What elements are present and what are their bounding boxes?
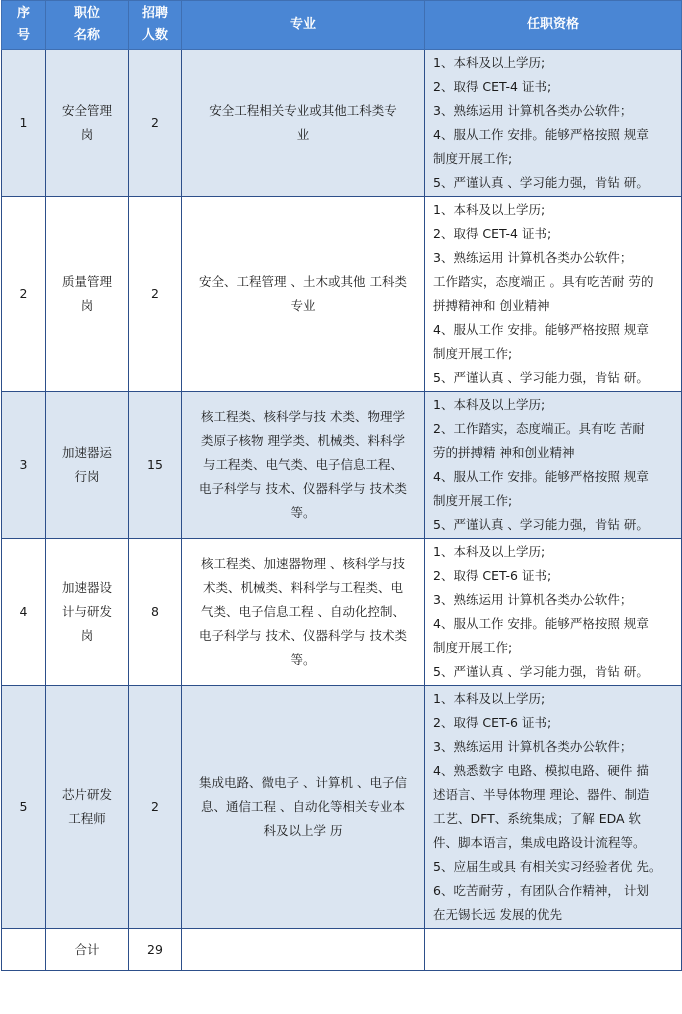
row-seq: 4	[2, 539, 46, 686]
header-row	[2, 1, 682, 50]
recruitment-table	[1, 0, 682, 971]
total-row	[2, 929, 682, 971]
header-requirements: 任职资格	[425, 1, 682, 50]
row-major: 安全工程相关专业或其他工科类专 业	[182, 50, 425, 197]
row-major: 核工程类、核科学与技 术类、物理学 类原子核物 理学类、机械类、料科学 与工程类、电气类、电子信息工程、 电子科学与 技术、仪器科学与 技术类 等。	[182, 392, 425, 539]
row-position: 芯片研发 工程师	[46, 686, 129, 929]
row-requirements: 1、本科及以上学历; 2、工作踏实，态度端正。具有吃 苦耐 劳的拼搏精 神和创业精神 4、服从工作 安排。能够严格按照 规章 制度开展工作; 5、严谨认真 、学习能力强，肯钻 研。	[425, 392, 682, 539]
row-major: 核工程类、加速器物理 、核科学与技 术类、机械类、料科学与工程类、电 气类、电子信息工程 、自动化控制、 电子科学与 技术、仪器科学与 技术类 等。	[182, 539, 425, 686]
total-seq-empty	[2, 929, 46, 971]
row-major: 集成电路、微电子 、计算机 、电子信 息、通信工程 、自动化等相关专业本 科及以上学 历	[182, 686, 425, 929]
header-position: 职位 名称	[46, 1, 129, 50]
row-seq: 1	[2, 50, 46, 197]
row-requirements: 1、本科及以上学历; 2、取得 CET-4 证书; 3、熟练运用 计算机各类办公软件； 4、服从工作 安排。能够严格按照 规章 制度开展工作; 5、严谨认真 、学习能力强，肯钻 研。	[425, 50, 682, 197]
row-position: 加速器设 计与研发 岗	[46, 539, 129, 686]
row-position: 安全管理 岗	[46, 50, 129, 197]
row-requirements: 1、本科及以上学历; 2、取得 CET-4 证书; 3、熟练运用 计算机各类办公软件； 工作踏实，态度端正 。具有吃苦耐 劳的 拼搏精神和 创业精神 4、服从工作 安排。能够严格按照 规章 制度开展工作; 5、严谨认真 、学习能力强，肯钻 研。	[425, 197, 682, 392]
header-seq: 序 号	[2, 1, 46, 50]
row-count: 2	[129, 197, 182, 392]
row-requirements: 1、本科及以上学历; 2、取得 CET-6 证书; 3、熟练运用 计算机各类办公软件； 4、熟悉数字 电路、模拟电路、硬件 描 述语言、半导体物理 理论、器件、制造 工艺、DFT、系统集成；了解 EDA 软 件、脚本语言，集成电路设计流程等。 5、应届生或具 有相关实习经验者优 先。 6、吃苦耐劳 ，有团队合作精神， 计划 在无锡长远 发展的优先	[425, 686, 682, 929]
total-major-empty	[182, 929, 425, 971]
table-row	[2, 197, 682, 392]
row-count: 15	[129, 392, 182, 539]
row-seq: 5	[2, 686, 46, 929]
row-requirements: 1、本科及以上学历; 2、取得 CET-6 证书; 3、熟练运用 计算机各类办公软件； 4、服从工作 安排。能够严格按照 规章 制度开展工作; 5、严谨认真 、学习能力强，肯钻 研。	[425, 539, 682, 686]
row-seq: 2	[2, 197, 46, 392]
row-count: 2	[129, 50, 182, 197]
row-major: 安全、工程管理 、土木或其他 工科类 专业	[182, 197, 425, 392]
total-requirements-empty	[425, 929, 682, 971]
row-position: 质量管理 岗	[46, 197, 129, 392]
row-count: 2	[129, 686, 182, 929]
table-row	[2, 539, 682, 686]
total-count: 29	[129, 929, 182, 971]
table-row	[2, 686, 682, 929]
row-seq: 3	[2, 392, 46, 539]
table-row	[2, 392, 682, 539]
table-row	[2, 50, 682, 197]
row-count: 8	[129, 539, 182, 686]
header-major: 专业	[182, 1, 425, 50]
total-label: 合计	[46, 929, 129, 971]
row-position: 加速器运 行岗	[46, 392, 129, 539]
header-count: 招聘 人数	[129, 1, 182, 50]
